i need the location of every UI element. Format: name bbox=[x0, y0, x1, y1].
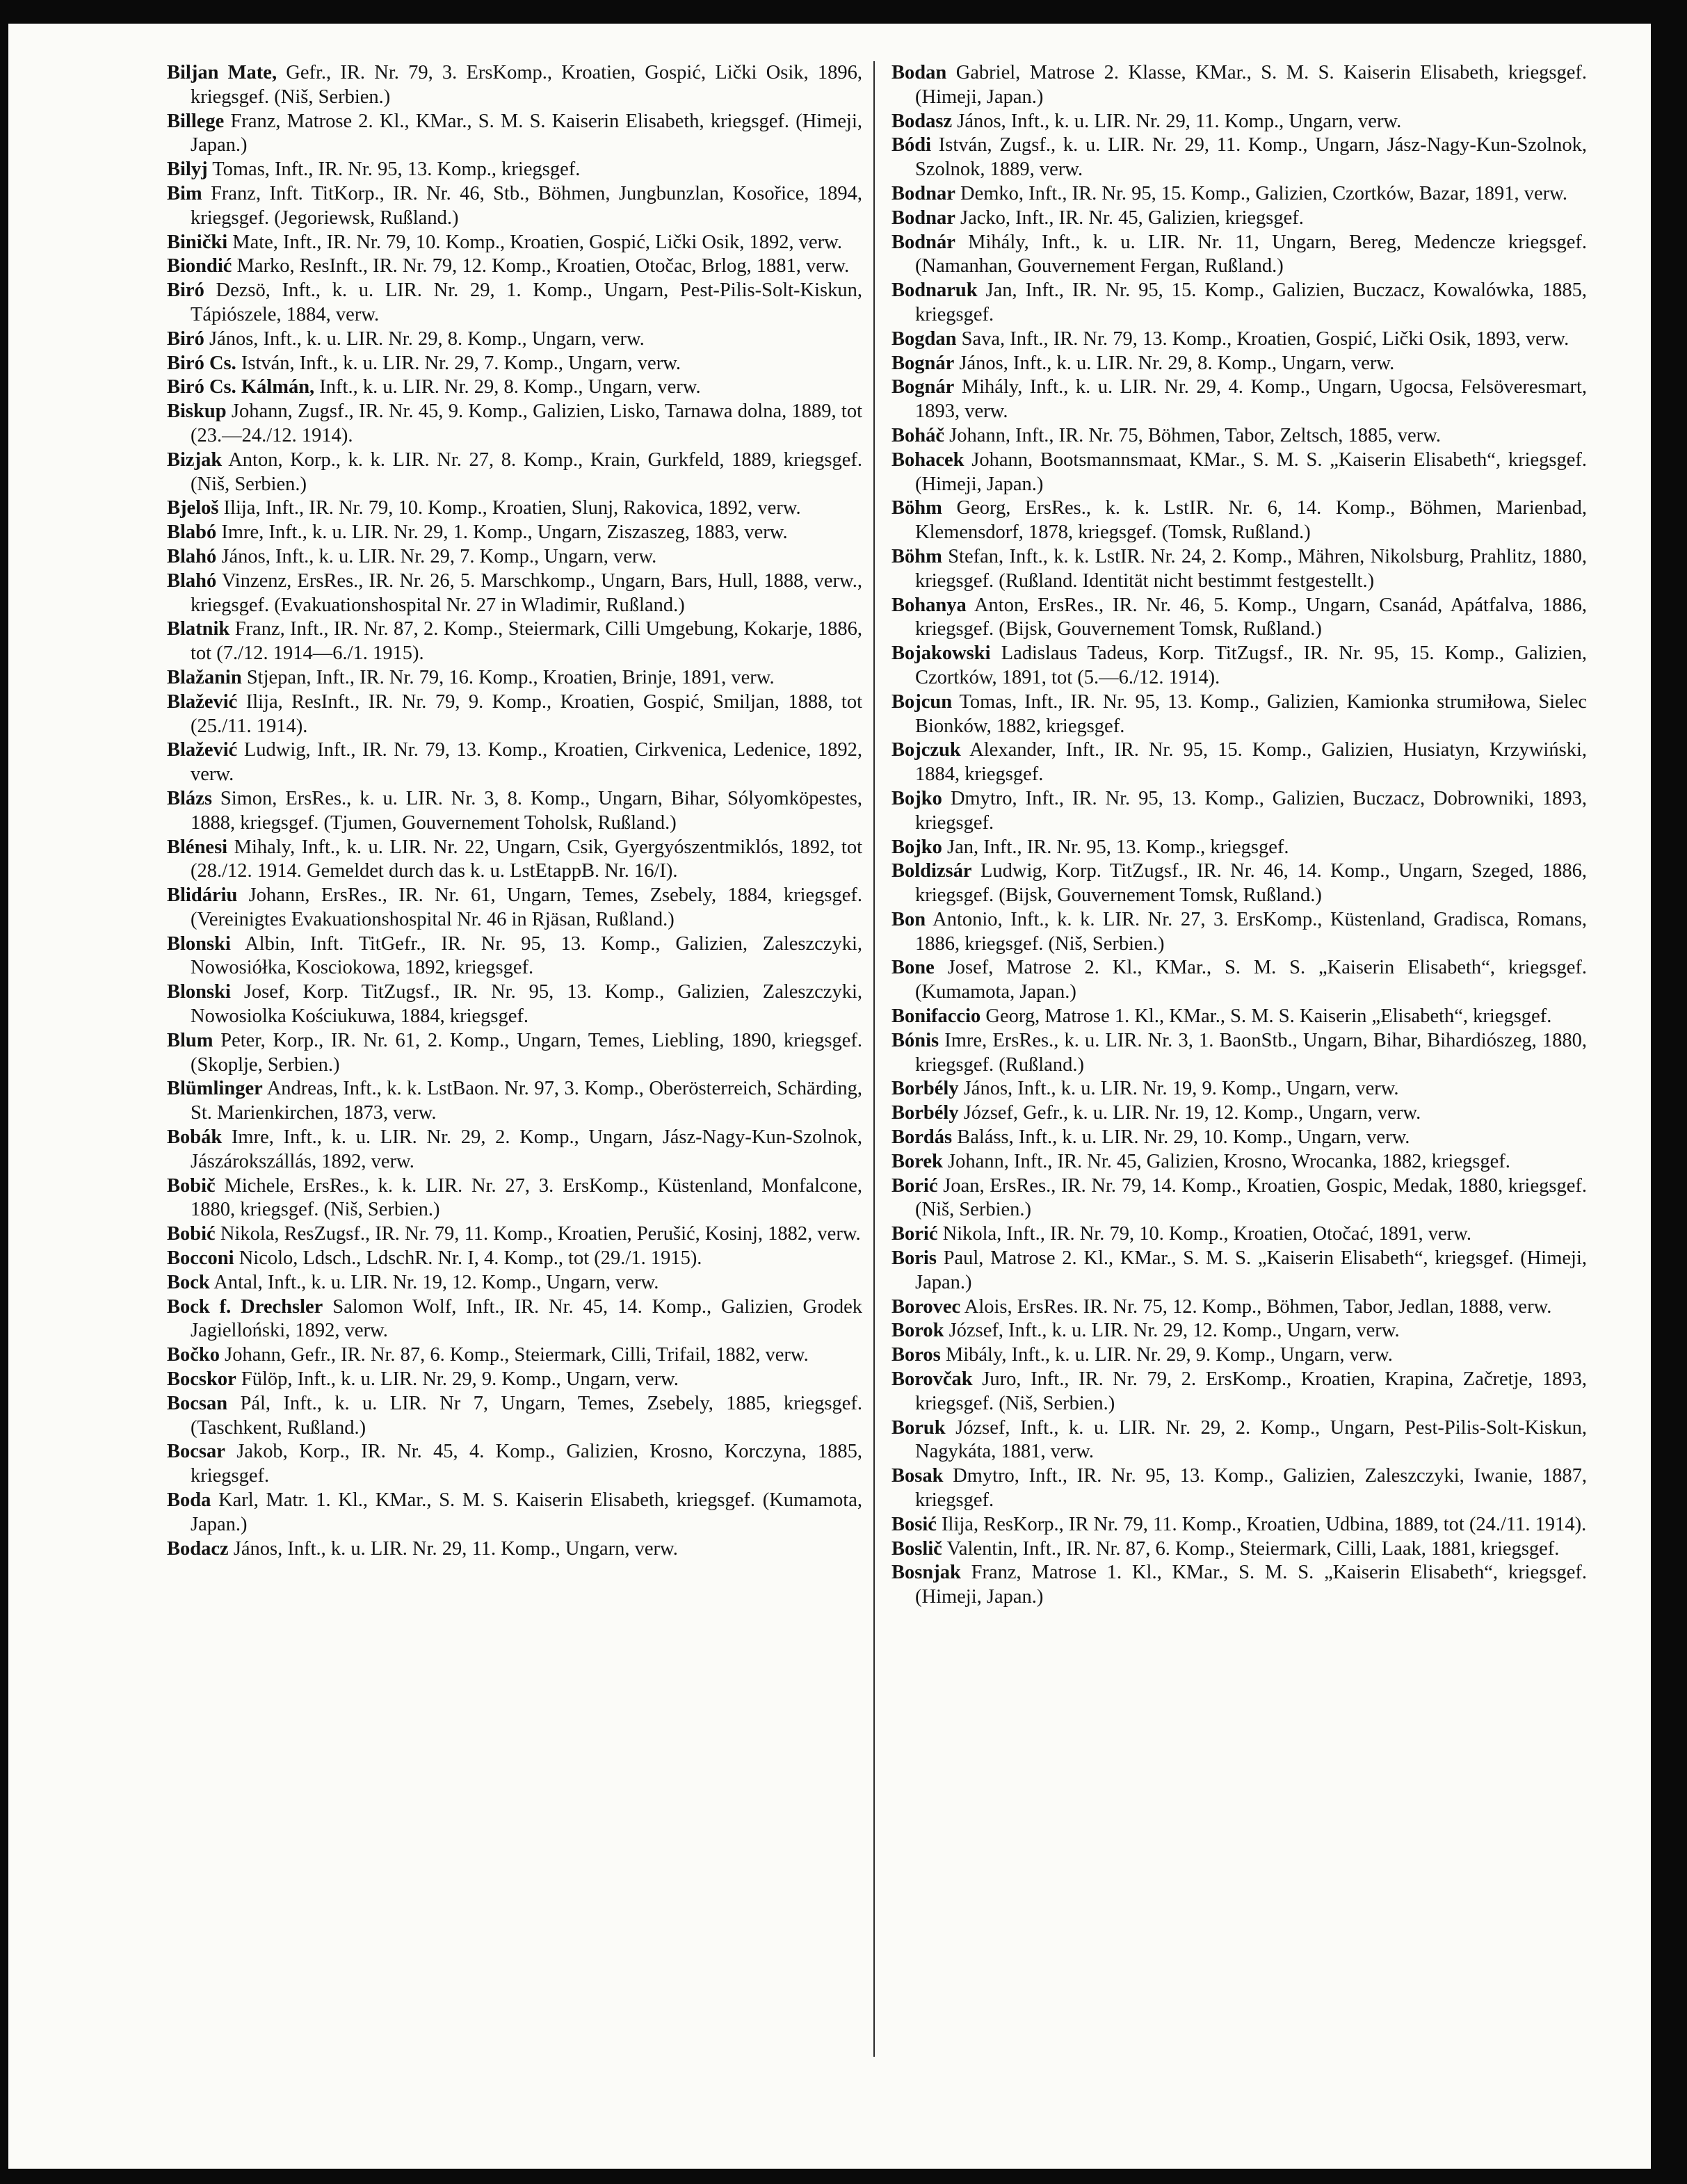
entry-surname: Bjeloš bbox=[167, 497, 219, 519]
list-entry bbox=[167, 1126, 862, 1174]
list-entry bbox=[167, 110, 862, 159]
entry-details: Nikola, ResZugsf., IR. Nr. 79, 11. Komp., Kroatien, Perušić, Kosinj, 1882, verw. bbox=[215, 1223, 861, 1245]
list-entry bbox=[891, 738, 1587, 787]
list-entry bbox=[891, 1174, 1587, 1223]
entry-surname: Bobák bbox=[167, 1126, 223, 1149]
list-entry bbox=[167, 666, 862, 690]
entry-surname: Blidáriu bbox=[167, 884, 238, 907]
list-entry bbox=[891, 61, 1587, 110]
entry-surname: Bočko bbox=[167, 1344, 220, 1366]
list-entry bbox=[891, 859, 1587, 908]
entry-details: János, Inft., k. u. LIR. Nr. 19, 9. Komp., Ungarn, verw. bbox=[958, 1078, 1399, 1100]
entry-details: Mibály, Inft., k. u. LIR. Nr. 29, 9. Komp., Ungarn, verw. bbox=[940, 1344, 1393, 1366]
list-entry bbox=[167, 521, 862, 545]
list-entry bbox=[167, 1368, 862, 1392]
entry-details: István, Zugsf., k. u. LIR. Nr. 29, 11. Komp., Ungarn, Jász-Nagy-Kun-Szolnok, Szolnok, 1889, verw. bbox=[915, 134, 1587, 181]
entry-details: Fülöp, Inft., k. u. LIR. Nr. 29, 9. Komp., Ungarn, verw. bbox=[236, 1368, 679, 1391]
entry-details: Dmytro, Inft., IR. Nr. 95, 13. Komp., Galizien, Zaleszczyki, Iwanie, 1887, kriegsgef. bbox=[915, 1465, 1587, 1512]
entry-surname: Blénesi bbox=[167, 836, 228, 858]
list-entry bbox=[891, 1247, 1587, 1295]
entry-details: Vinzenz, ErsRes., IR. Nr. 26, 5. Marschkomp., Ungarn, Bars, Hull, 1888, verw., kriegsgef. (Evakuationshospital Nr. 27 in Wladimir, Rußland.) bbox=[191, 569, 862, 616]
entry-details: Marko, ResInft., IR. Nr. 79, 12. Komp., Kroatien, Otočac, Brlog, 1881, verw. bbox=[232, 255, 850, 277]
entry-surname: Blahó bbox=[167, 569, 217, 592]
entry-surname: Boruk bbox=[891, 1416, 946, 1439]
entry-surname: Borok bbox=[891, 1320, 944, 1342]
list-entry bbox=[891, 327, 1587, 352]
list-entry bbox=[167, 400, 862, 448]
entry-details: Juro, Inft., IR. Nr. 79, 2. ErsKomp., Kroatien, Krapina, Začretje, 1893, kriegsgef. (Niš, Serbien.) bbox=[915, 1368, 1587, 1414]
entry-surname: Blažević bbox=[167, 739, 238, 761]
entry-details: Michele, ErsRes., k. k. LIR. Nr. 27, 3. ErsKomp., Küstenland, Monfalcone, 1880, kriegsgef. (Niš, Serbien.) bbox=[191, 1174, 862, 1221]
list-entry bbox=[891, 182, 1587, 207]
entry-surname: Borić bbox=[891, 1174, 938, 1197]
entry-details: Demko, Inft., IR. Nr. 95, 15. Komp., Galizien, Czortków, Bazar, 1891, verw. bbox=[955, 182, 1567, 204]
entry-details: Paul, Matrose 2. Kl., KMar., S. M. S. „Kaiserin Elisabeth“, kriegsgef. (Himeji, Japan.) bbox=[915, 1247, 1587, 1293]
list-entry bbox=[891, 1295, 1587, 1320]
entry-surname: Böhm bbox=[891, 497, 942, 519]
list-entry bbox=[167, 448, 862, 497]
list-entry bbox=[167, 1489, 862, 1537]
entry-surname: Bone bbox=[891, 957, 935, 979]
list-entry bbox=[891, 448, 1587, 497]
entry-surname: Borovčak bbox=[891, 1368, 973, 1391]
entry-surname: Blázs bbox=[167, 787, 212, 809]
entry-surname: Blahó bbox=[167, 545, 217, 567]
entry-surname: Binički bbox=[167, 231, 228, 253]
list-entry bbox=[891, 956, 1587, 1005]
list-entry bbox=[167, 569, 862, 618]
entry-details: Jakob, Korp., IR. Nr. 45, 4. Komp., Galizien, Krosno, Korczyna, 1885, kriegsgef. bbox=[191, 1441, 862, 1487]
entry-surname: Bocsan bbox=[167, 1392, 228, 1414]
entry-details: József, Inft., k. u. LIR. Nr. 29, 2. Komp., Ungarn, Pest-Pilis-Solt-Kiskun, Nagykáta, 1881, verw. bbox=[915, 1416, 1587, 1463]
list-entry bbox=[891, 1561, 1587, 1610]
list-entry bbox=[167, 1174, 862, 1223]
entry-details: Simon, ErsRes., k. u. LIR. Nr. 3, 8. Komp., Ungarn, Bihar, Sólyomköpestes, 1888, kriegsgef. (Tjumen, Gouvernement Toholsk, Rußland.) bbox=[191, 787, 862, 834]
entry-surname: Blabó bbox=[167, 521, 217, 544]
entry-details: József, Inft., k. u. LIR. Nr. 29, 12. Komp., Ungarn, verw. bbox=[944, 1320, 1400, 1342]
entry-details: Imre, Inft., k. u. LIR. Nr. 29, 1. Komp., Ungarn, Ziszaszeg, 1883, verw. bbox=[216, 521, 788, 544]
entry-surname: Blum bbox=[167, 1029, 213, 1051]
entry-surname: Billege bbox=[167, 110, 225, 132]
entry-surname: Bojcun bbox=[891, 690, 953, 713]
entry-details: Inft., k. u. LIR. Nr. 29, 8. Komp., Ungarn, verw. bbox=[314, 376, 701, 398]
entry-details: Tomas, Inft., IR. Nr. 95, 13. Komp., kriegsgef. bbox=[207, 159, 581, 181]
entry-surname: Bim bbox=[167, 182, 202, 204]
entry-surname: Bodnaruk bbox=[891, 280, 978, 302]
entry-details: Dezsö, Inft., k. u. LIR. Nr. 29, 1. Komp., Ungarn, Pest-Pilis-Solt-Kiskun, Tápiószele, 1884, verw. bbox=[191, 280, 862, 325]
entry-details: Gabriel, Matrose 2. Klasse, KMar., S. M. S. Kaiserin Elisabeth, kriegsgef. (Himeji, Japan.) bbox=[915, 62, 1587, 108]
list-entry bbox=[167, 182, 862, 231]
list-entry bbox=[167, 836, 862, 884]
entry-details: Antal, Inft., k. u. LIR. Nr. 19, 12. Komp., Ungarn, verw. bbox=[209, 1271, 659, 1293]
entry-details: Mate, Inft., IR. Nr. 79, 10. Komp., Kroatien, Gospić, Lički Osik, 1892, verw. bbox=[227, 231, 843, 253]
entry-surname: Bock bbox=[167, 1271, 210, 1293]
entry-details: Imre, Inft., k. u. LIR. Nr. 29, 2. Komp., Ungarn, Jász-Nagy-Kun-Szolnok, Jászárokszállás, 1892, verw. bbox=[191, 1126, 862, 1172]
entry-details: Tomas, Inft., IR. Nr. 95, 13. Komp., Galizien, Kamionka strumiłowa, Sielec Bionków, 1882, kriegsgef. bbox=[915, 690, 1587, 737]
entry-surname: Böhm bbox=[891, 545, 942, 567]
entry-surname: Blonski bbox=[167, 981, 231, 1003]
list-entry bbox=[891, 424, 1587, 448]
entry-surname: Boslič bbox=[891, 1537, 942, 1560]
entry-surname: Biró bbox=[167, 280, 204, 302]
entry-surname: Bobič bbox=[167, 1174, 216, 1197]
entry-surname: Bogdan bbox=[891, 327, 957, 350]
entry-surname: Bocskor bbox=[167, 1368, 236, 1391]
list-entry bbox=[167, 1271, 862, 1295]
entry-surname: Bosak bbox=[891, 1465, 944, 1487]
entry-details: Anton, ErsRes., IR. Nr. 46, 5. Komp., Ungarn, Csanád, Apátfalva, 1886, kriegsgef. (Bijsk, Gouvernement Tomsk, Rußland.) bbox=[915, 594, 1587, 640]
list-entry bbox=[167, 1222, 862, 1247]
entry-details: Karl, Matr. 1. Kl., KMar., S. M. S. Kaiserin Elisabeth, kriegsgef. (Kumamota, Japan.) bbox=[191, 1489, 862, 1535]
list-entry bbox=[167, 1295, 862, 1344]
entry-surname: Bódi bbox=[891, 134, 932, 156]
entry-surname: Boros bbox=[891, 1344, 941, 1366]
entry-surname: Blümlinger bbox=[167, 1078, 263, 1100]
entry-details: Salomon Wolf, Inft., IR. Nr. 45, 14. Komp., Galizien, Grodek Jagielloński, 1892, verw. bbox=[191, 1295, 862, 1342]
entry-surname: Biró Cs. Kálmán, bbox=[167, 376, 315, 398]
list-entry bbox=[891, 642, 1587, 690]
entry-details: Albin, Inft. TitGefr., IR. Nr. 95, 13. Komp., Galizien, Zaleszczyki, Nowosiółka, Kosciokowa, 1892, kriegsgef. bbox=[191, 932, 862, 979]
entry-surname: Bojko bbox=[891, 787, 942, 809]
list-entry bbox=[167, 980, 862, 1029]
entry-surname: Boda bbox=[167, 1489, 211, 1512]
list-entry bbox=[167, 1440, 862, 1489]
scan-border-left bbox=[0, 0, 8, 2184]
entry-surname: Bojko bbox=[891, 836, 942, 858]
entry-details: János, Inft., k. u. LIR. Nr. 29, 11. Komp., Ungarn, verw. bbox=[228, 1537, 678, 1560]
entry-details: Ilija, Inft., IR. Nr. 79, 10. Komp., Kroatien, Slunj, Rakovica, 1892, verw. bbox=[218, 497, 801, 519]
entry-surname: Bocconi bbox=[167, 1247, 234, 1270]
entry-details: József, Gefr., k. u. LIR. Nr. 19, 12. Komp., Ungarn, verw. bbox=[958, 1102, 1421, 1124]
list-entry bbox=[167, 1392, 862, 1441]
entry-details: Ilija, ResInft., IR. Nr. 79, 9. Komp., Kroatien, Gospić, Smiljan, 1888, tot (25./11. 1914). bbox=[191, 690, 862, 737]
entry-details: Pál, Inft., k. u. LIR. Nr 7, Ungarn, Temes, Zsebely, 1885, kriegsgef. (Taschkent, Rußland.) bbox=[191, 1392, 862, 1439]
scan-border-top bbox=[0, 0, 1687, 24]
entry-details: Johann, Zugsf., IR. Nr. 45, 9. Komp., Galizien, Lisko, Tarnawa dolna, 1889, tot (23.—24./12. 1914). bbox=[191, 401, 862, 446]
column-divider bbox=[873, 61, 875, 2057]
entry-surname: Biró Cs. bbox=[167, 352, 236, 374]
list-entry bbox=[891, 1513, 1587, 1537]
entry-details: Joan, ErsRes., IR. Nr. 79, 14. Komp., Kroatien, Gospic, Medak, 1880, kriegsgef. (Niš, Serbien.) bbox=[915, 1174, 1587, 1221]
list-entry bbox=[891, 231, 1587, 280]
entry-surname: Bónis bbox=[891, 1029, 939, 1051]
list-entry bbox=[167, 375, 862, 400]
list-entry bbox=[167, 279, 862, 327]
entry-details: Mihály, Inft., k. u. LIR. Nr. 11, Ungarn, Bereg, Medencze kriegsgef. (Namanhan, Gouvernement Fergan, Rußland.) bbox=[915, 231, 1587, 277]
entry-surname: Bognár bbox=[891, 352, 955, 374]
entry-details: Imre, ErsRes., k. u. LIR. Nr. 3, 1. BaonStb., Ungarn, Bihar, Bihardiószeg, 1880, kriegsgef. (Rußland.) bbox=[915, 1029, 1587, 1076]
entry-surname: Blažević bbox=[167, 690, 238, 713]
entry-details: Josef, Korp. TitZugsf., IR. Nr. 95, 13. Komp., Galizien, Zaleszczyki, Nowosiolka Kościukuwa, 1884, kriegsgef. bbox=[191, 981, 862, 1028]
entry-details: Alois, ErsRes. IR. Nr. 75, 12. Komp., Böhmen, Tabor, Jedlan, 1888, verw. bbox=[960, 1295, 1552, 1318]
entry-details: Ladislaus Tadeus, Korp. TitZugsf., IR. Nr. 95, 15. Komp., Galizien, Czortków, 1891, tot (5.—6./12. 1914). bbox=[915, 642, 1587, 688]
entry-details: Mihály, Inft., k. u. LIR. Nr. 29, 4. Komp., Ungarn, Ugocsa, Felsöveresmart, 1893, verw. bbox=[915, 376, 1587, 423]
entry-details: Ludwig, Inft., IR. Nr. 79, 13. Komp., Kroatien, Cirkvenica, Ledenice, 1892, verw. bbox=[191, 739, 862, 786]
entry-details: Josef, Matrose 2. Kl., KMar., S. M. S. „Kaiserin Elisabeth“, kriegsgef. (Kumamota, Japan.) bbox=[915, 957, 1587, 1003]
scan-border-right bbox=[1651, 0, 1687, 2184]
entry-details: János, Inft., k. u. LIR. Nr. 29, 11. Komp., Ungarn, verw. bbox=[952, 110, 1402, 132]
entry-surname: Bocsar bbox=[167, 1441, 225, 1463]
entry-surname: Bilyj bbox=[167, 159, 208, 181]
list-entry bbox=[891, 1150, 1587, 1174]
entry-surname: Bodnar bbox=[891, 182, 955, 204]
list-entry bbox=[891, 279, 1587, 327]
entry-details: Johann, Inft., IR. Nr. 75, Böhmen, Tabor, Zeltsch, 1885, verw. bbox=[944, 424, 1442, 446]
entry-surname: Boldizsár bbox=[891, 860, 972, 882]
entry-details: Valentin, Inft., IR. Nr. 87, 6. Komp., Steiermark, Cilli, Laak, 1881, kriegsgef. bbox=[942, 1537, 1560, 1560]
list-entry bbox=[167, 787, 862, 836]
entry-details: Franz, Inft. TitKorp., IR. Nr. 46, Stb., Böhmen, Jungbunzlan, Kosořice, 1894, kriegsgef. (Jegoriewsk, Rußland.) bbox=[191, 182, 862, 229]
list-entry bbox=[891, 908, 1587, 957]
entry-details: Peter, Korp., IR. Nr. 61, 2. Komp., Ungarn, Temes, Liebling, 1890, kriegsgef. (Skoplje, Serbien.) bbox=[191, 1029, 862, 1076]
entry-details: Georg, ErsRes., k. k. LstIR. Nr. 6, 14. Komp., Böhmen, Marienbad, Klemensdorf, 1878, kriegsgef. (Tomsk, Rußland.) bbox=[915, 497, 1587, 544]
list-entry bbox=[891, 1029, 1587, 1078]
entry-details: Franz, Inft., IR. Nr. 87, 2. Komp., Steiermark, Cilli Umgebung, Kokarje, 1886, tot (7./12. 1914—6./1. 1915). bbox=[191, 618, 862, 665]
entry-surname: Bosić bbox=[891, 1513, 937, 1535]
entry-surname: Bodacz bbox=[167, 1537, 229, 1560]
entry-surname: Bohacek bbox=[891, 448, 964, 471]
list-entry bbox=[167, 1343, 862, 1368]
entry-details: Johann, ErsRes., IR. Nr. 61, Ungarn, Temes, Zsebely, 1884, kriegsgef. (Vereinigtes Evakuationshospital Nr. 46 in Rjäsan, Rußland.) bbox=[191, 884, 862, 930]
list-entry bbox=[167, 1247, 862, 1271]
list-entry bbox=[891, 1101, 1587, 1126]
entry-details: Georg, Matrose 1. Kl., KMar., S. M. S. Kaiserin „Elisabeth“, kriegsgef. bbox=[980, 1005, 1552, 1028]
entry-surname: Bodnar bbox=[891, 207, 955, 229]
entry-surname: Bohanya bbox=[891, 594, 967, 616]
entry-surname: Bodasz bbox=[891, 110, 953, 132]
list-entry bbox=[891, 545, 1587, 594]
entry-details: Franz, Matrose 2. Kl., KMar., S. M. S. Kaiserin Elisabeth, kriegsgef. (Himeji, Japan.) bbox=[191, 110, 862, 156]
scan-border-bottom bbox=[0, 2169, 1687, 2184]
entry-surname: Bojczuk bbox=[891, 739, 961, 761]
list-entry bbox=[167, 1077, 862, 1126]
list-entry bbox=[891, 1222, 1587, 1247]
entry-surname: Biró bbox=[167, 327, 204, 350]
entry-details: János, Inft., k. u. LIR. Nr. 29, 8. Komp., Ungarn, verw. bbox=[204, 327, 645, 350]
list-entry bbox=[891, 207, 1587, 231]
left-column bbox=[167, 61, 862, 1561]
list-entry bbox=[167, 327, 862, 352]
list-entry bbox=[891, 836, 1587, 860]
entry-details: Andreas, Inft., k. k. LstBaon. Nr. 97, 3. Komp., Oberösterreich, Schärding, St. Marienkirchen, 1873, verw. bbox=[191, 1078, 862, 1124]
right-column bbox=[891, 61, 1587, 1610]
entry-details: Johann, Inft., IR. Nr. 45, Galizien, Krosno, Wrocanka, 1882, kriegsgef. bbox=[942, 1150, 1510, 1172]
list-entry bbox=[891, 1343, 1587, 1368]
list-entry bbox=[891, 496, 1587, 545]
list-entry bbox=[891, 1126, 1587, 1150]
list-entry bbox=[891, 1416, 1587, 1465]
list-entry bbox=[167, 617, 862, 666]
entry-details: Franz, Matrose 1. Kl., KMar., S. M. S. „Kaiserin Elisabeth“, kriegsgef. (Himeji, Japan.) bbox=[915, 1562, 1587, 1608]
list-entry bbox=[891, 1537, 1587, 1562]
list-entry bbox=[891, 787, 1587, 836]
entry-details: Jan, Inft., IR. Nr. 95, 13. Komp., kriegsgef. bbox=[942, 836, 1289, 858]
entry-details: Anton, Korp., k. k. LIR. Nr. 27, 8. Komp., Krain, Gurkfeld, 1889, kriegsgef. (Niš, Serbien.) bbox=[191, 448, 862, 495]
list-entry bbox=[891, 375, 1587, 424]
entry-surname: Bodan bbox=[891, 62, 947, 83]
list-entry bbox=[891, 110, 1587, 134]
entry-surname: Bosnjak bbox=[891, 1562, 961, 1584]
entry-surname: Biondić bbox=[167, 255, 232, 277]
list-entry bbox=[167, 61, 862, 110]
entry-details: Antonio, Inft., k. k. LIR. Nr. 27, 3. ErsKomp., Küstenland, Gradisca, Romans, 1886, kriegsgef. (Niš, Serbien.) bbox=[915, 908, 1587, 955]
entry-surname: Biljan Mate, bbox=[167, 62, 277, 83]
entry-surname: Bodnár bbox=[891, 231, 955, 253]
entry-surname: Bizjak bbox=[167, 448, 223, 471]
list-entry bbox=[891, 594, 1587, 642]
entry-details: Nikola, Inft., IR. Nr. 79, 10. Komp., Kroatien, Otočać, 1891, verw. bbox=[937, 1223, 1471, 1245]
entry-details: János, Inft., k. u. LIR. Nr. 29, 7. Komp., Ungarn, verw. bbox=[216, 545, 657, 567]
entry-surname: Biskup bbox=[167, 401, 227, 423]
entry-details: Mihaly, Inft., k. u. LIR. Nr. 22, Ungarn, Csik, Gyergyószentmiklós, 1892, tot (28./12. 1914. Gemeldet durch das k. u. LstEtappB. Nr. 16/I). bbox=[191, 836, 862, 882]
list-entry bbox=[167, 352, 862, 376]
entry-surname: Bojakowski bbox=[891, 642, 991, 665]
entry-details: Dmytro, Inft., IR. Nr. 95, 13. Komp., Galizien, Buczacz, Dobrowniki, 1893, kriegsgef. bbox=[915, 787, 1587, 834]
list-entry bbox=[891, 134, 1587, 182]
entry-details: Johann, Gefr., IR. Nr. 87, 6. Komp., Steiermark, Cilli, Trifail, 1882, verw. bbox=[220, 1344, 809, 1366]
list-entry bbox=[167, 738, 862, 787]
list-entry bbox=[167, 1537, 862, 1562]
entry-surname: Blatnik bbox=[167, 618, 230, 640]
entry-surname: Borovec bbox=[891, 1295, 961, 1318]
entry-details: Johann, Bootsmannsmaat, KMar., S. M. S. „Kaiserin Elisabeth“, kriegsgef. (Himeji, Japan.) bbox=[915, 448, 1587, 495]
entry-details: Jan, Inft., IR. Nr. 95, 15. Komp., Galizien, Buczacz, Kowalówka, 1885, kriegsgef. bbox=[915, 280, 1587, 325]
list-entry bbox=[167, 158, 862, 182]
entry-surname: Borbély bbox=[891, 1102, 959, 1124]
entry-surname: Boháč bbox=[891, 424, 945, 446]
list-entry bbox=[167, 932, 862, 981]
entry-details: Sava, Inft., IR. Nr. 79, 13. Komp., Kroatien, Gospić, Lički Osik, 1893, verw. bbox=[956, 327, 1569, 350]
list-entry bbox=[891, 1077, 1587, 1101]
entry-surname: Bock f. Drechsler bbox=[167, 1295, 323, 1318]
entry-details: Baláss, Inft., k. u. LIR. Nr. 29, 10. Komp., Ungarn, verw. bbox=[952, 1126, 1410, 1149]
list-entry bbox=[167, 254, 862, 279]
entry-details: Stjepan, Inft., IR. Nr. 79, 16. Komp., Kroatien, Brinje, 1891, verw. bbox=[241, 666, 775, 688]
entry-details: János, Inft., k. u. LIR. Nr. 29, 8. Komp., Ungarn, verw. bbox=[954, 352, 1395, 374]
entry-details: Jacko, Inft., IR. Nr. 45, Galizien, kriegsgef. bbox=[955, 207, 1304, 229]
list-entry bbox=[891, 1464, 1587, 1513]
entry-surname: Bonifaccio bbox=[891, 1005, 981, 1028]
list-entry bbox=[167, 231, 862, 255]
entry-details: István, Inft., k. u. LIR. Nr. 29, 7. Komp., Ungarn, verw. bbox=[236, 352, 681, 374]
entry-surname: Blažanin bbox=[167, 666, 242, 688]
entry-surname: Boris bbox=[891, 1247, 937, 1270]
entry-surname: Bon bbox=[891, 908, 926, 930]
entry-surname: Borić bbox=[891, 1223, 938, 1245]
list-entry bbox=[891, 1319, 1587, 1343]
list-entry bbox=[167, 1029, 862, 1078]
list-entry bbox=[891, 1005, 1587, 1029]
list-entry bbox=[167, 545, 862, 569]
list-entry bbox=[891, 690, 1587, 739]
entry-surname: Bordás bbox=[891, 1126, 953, 1149]
list-entry bbox=[167, 884, 862, 932]
entry-surname: Blonski bbox=[167, 932, 231, 955]
entry-details: Nicolo, Ldsch., LdschR. Nr. I, 4. Komp., tot (29./1. 1915). bbox=[234, 1247, 702, 1270]
list-entry bbox=[167, 690, 862, 739]
entry-surname: Borek bbox=[891, 1150, 943, 1172]
entry-details: Stefan, Inft., k. k. LstIR. Nr. 24, 2. Komp., Mähren, Nikolsburg, Prahlitz, 1880, kriegsgef. (Rußland. Identität nicht bestimmt festgestellt.) bbox=[915, 545, 1587, 592]
entry-details: Ludwig, Korp. TitZugsf., IR. Nr. 46, 14. Komp., Ungarn, Szeged, 1886, kriegsgef. (Bijsk, Gouvernement Tomsk, Rußland.) bbox=[915, 860, 1587, 907]
list-entry bbox=[167, 496, 862, 521]
entry-details: Gefr., IR. Nr. 79, 3. ErsKomp., Kroatien, Gospić, Lički Osik, 1896, kriegsgef. (Niš, Serbien.) bbox=[191, 62, 862, 108]
entry-details: Ilija, ResKorp., IR Nr. 79, 11. Komp., Kroatien, Udbina, 1889, tot (24./11. 1914). bbox=[936, 1513, 1587, 1535]
entry-surname: Bognár bbox=[891, 376, 955, 398]
list-entry bbox=[891, 1368, 1587, 1416]
entry-surname: Bobić bbox=[167, 1223, 216, 1245]
entry-surname: Borbély bbox=[891, 1078, 959, 1100]
list-entry bbox=[891, 352, 1587, 376]
entry-details: Alexander, Inft., IR. Nr. 95, 15. Komp., Galizien, Husiatyn, Krzywiński, 1884, kriegsgef. bbox=[915, 739, 1587, 786]
